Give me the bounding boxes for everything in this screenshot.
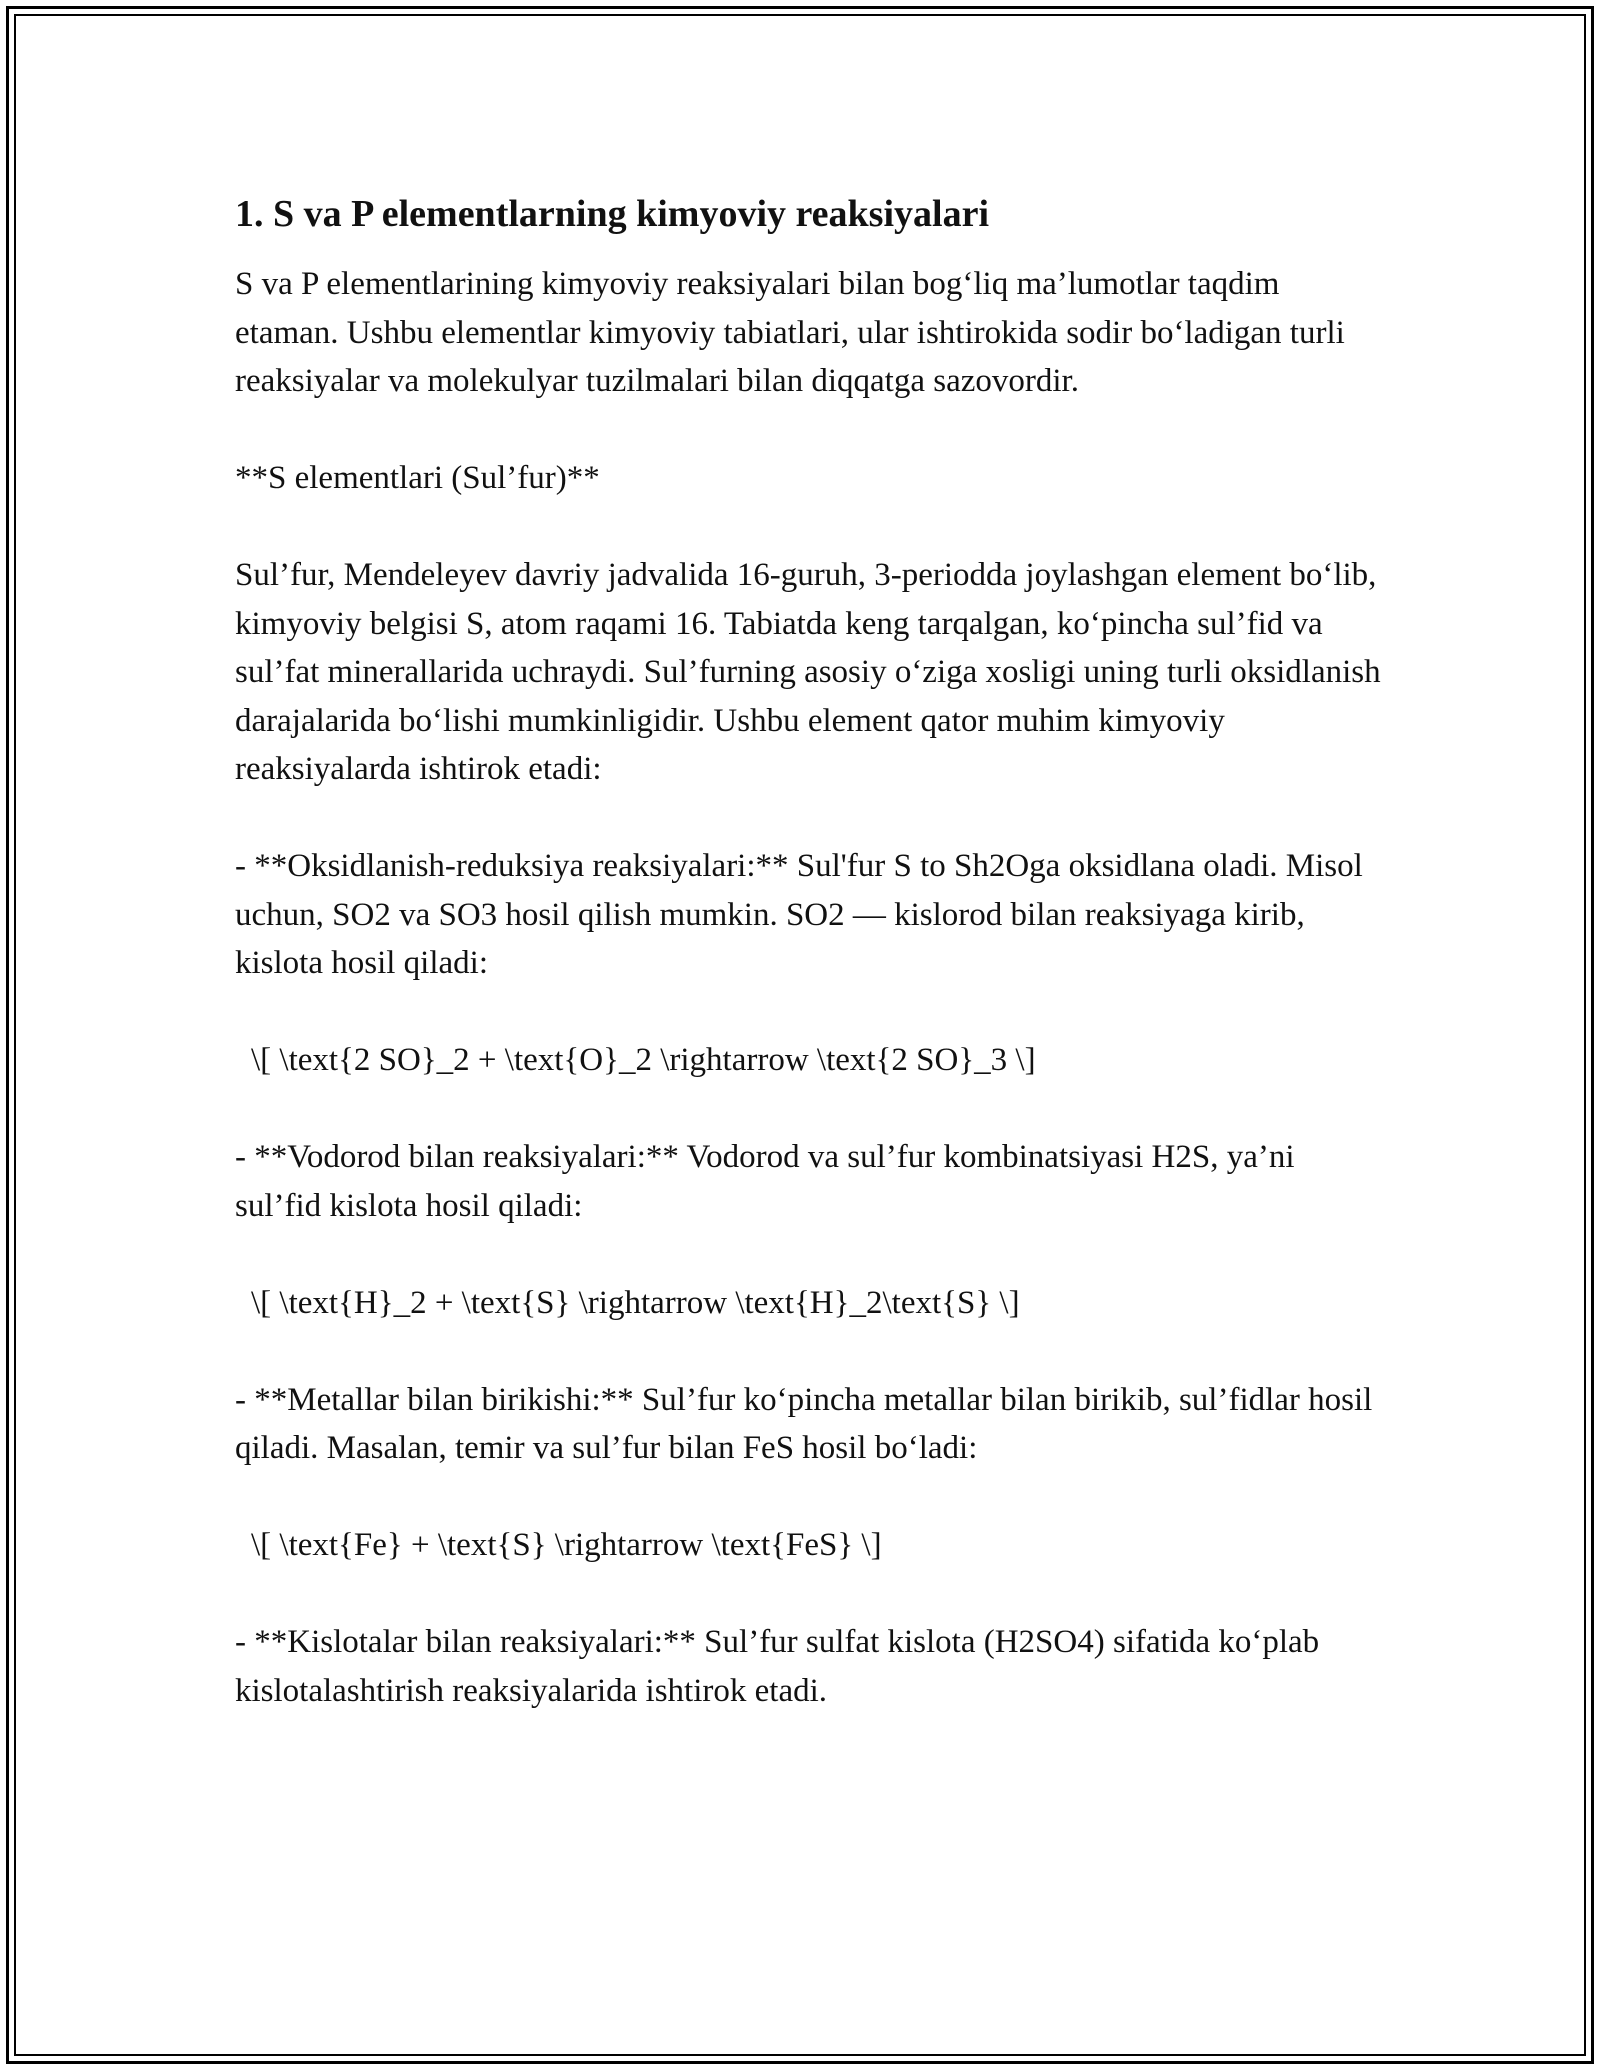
list-item-metals: - **Metallar bilan birikishi:** Sul’fur ko‘pincha metallar bilan birikib, sul’fidlar hosil qiladi. Masalan, temir va sul’fur bilan FeS hosil bo‘ladi: (235, 1381, 1373, 1466)
section-heading: **S elementlari (Sul’fur)** (235, 460, 600, 496)
list-item-acids: - **Kislotalar bilan reaksiyalari:** Sul’fur sulfat kislota (H2SO4) sifatida ko‘plab kislotalashtirish reaksiyalarida ishtirok etadi. (235, 1624, 1320, 1709)
document-body (235, 190, 1385, 1764)
equation-hydrogen: \[ \text{H}_2 + \text{S} \rightarrow \text{H}_2\text{S} \] (251, 1284, 1020, 1321)
sulfur-description: Sul’fur, Mendeleyev davriy jadvalida 16-guruh, 3-periodda joylashgan element bo‘lib, kimyoviy belgisi S, atom raqami 16. Tabiatda keng tarqalgan, ko‘pincha sul’fid va sul’fat minerallarida uchraydi. Sul’furning asosiy o‘ziga xosligi uning turli oksidlanish darajalarida bo‘lishi mumkinligidir. Ushbu element qator muhim kimyoviy reaksiyalarda ishtirok etadi: (235, 557, 1381, 787)
page-title: 1. S va P elementlarning kimyoviy reaksiyalari (235, 193, 990, 235)
list-item-hydrogen: - **Vodorod bilan reaksiyalari:** Vodorod va sul’fur kombinatsiyasi H2S, ya’ni sul’fid kislota hosil qiladi: (235, 1139, 1295, 1224)
equation-redox: \[ \text{2 SO}_2 + \text{O}_2 \rightarrow \text{2 SO}_3 \] (251, 1042, 1036, 1078)
equation-metals: \[ \text{Fe} + \text{S} \rightarrow \text{FeS} \] (251, 1527, 882, 1563)
list-item-redox: - **Oksidlanish-reduksiya reaksiyalari:** Sul'fur S to Sh2Oga oksidlana oladi. Misol uchun, SO2 va SO3 hosil qilish mumkin. SO2 — kislorod bilan reaksiyaga kirib, kislota hosil qiladi: (235, 848, 1363, 981)
intro-paragraph: S va P elementlarining kimyoviy reaksiyalari bilan bog‘liq ma’lumotlar taqdim etaman. Ushbu elementlar kimyoviy tabiatlari, ular ishtirokida sodir bo‘ladigan turli reaksiyalar va molekulyar tuzilmalari bilan diqqatga sazovordir. (235, 266, 1345, 399)
